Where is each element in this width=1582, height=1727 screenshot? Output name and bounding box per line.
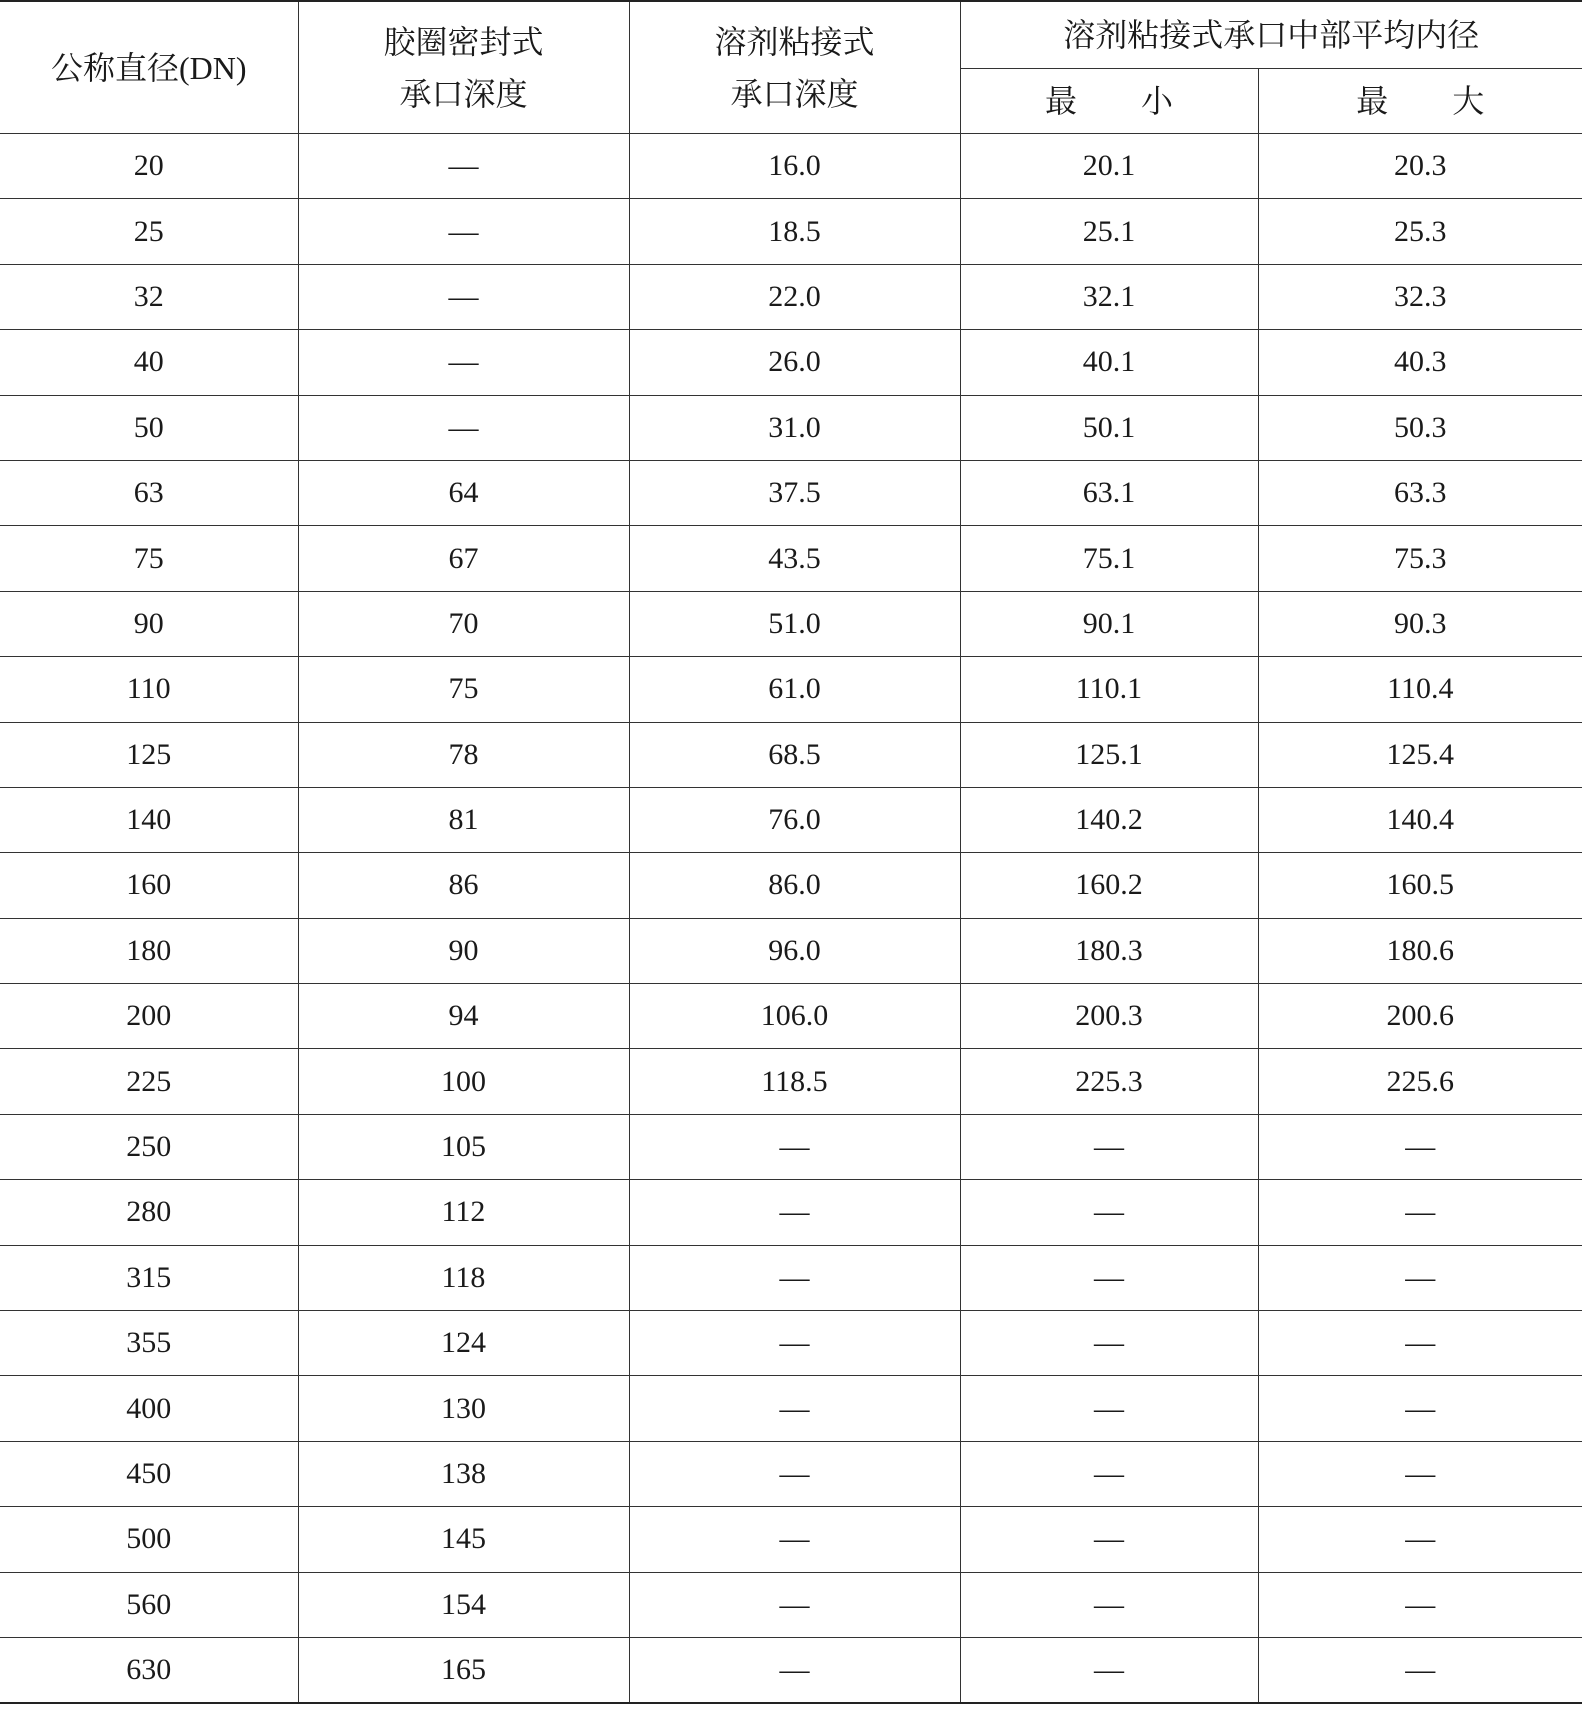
cell-min-diameter: 180.3 — [960, 918, 1258, 983]
cell-nominal-diameter: 280 — [0, 1180, 298, 1245]
cell-min-diameter: 225.3 — [960, 1049, 1258, 1114]
cell-solvent-depth: 51.0 — [629, 591, 960, 656]
cell-nominal-diameter: 355 — [0, 1311, 298, 1376]
table-row — [0, 1114, 1582, 1179]
cell-min-diameter: 40.1 — [960, 330, 1258, 395]
cell-rubber-ring-depth: — — [298, 395, 629, 460]
cell-min-diameter: 20.1 — [960, 134, 1258, 199]
cell-nominal-diameter: 50 — [0, 395, 298, 460]
cell-rubber-ring-depth: 112 — [298, 1180, 629, 1245]
cell-nominal-diameter: 125 — [0, 722, 298, 787]
cell-nominal-diameter: 400 — [0, 1376, 298, 1441]
cell-solvent-depth: 86.0 — [629, 853, 960, 918]
cell-solvent-depth: — — [629, 1376, 960, 1441]
cell-max-diameter: — — [1258, 1637, 1582, 1703]
cell-solvent-depth: 43.5 — [629, 526, 960, 591]
cell-min-diameter: 32.1 — [960, 264, 1258, 329]
cell-nominal-diameter: 250 — [0, 1114, 298, 1179]
cell-min-diameter: — — [960, 1180, 1258, 1245]
cell-solvent-depth: — — [629, 1245, 960, 1310]
cell-solvent-depth: 26.0 — [629, 330, 960, 395]
cell-nominal-diameter: 160 — [0, 853, 298, 918]
header-max: 最 大 — [1258, 69, 1582, 134]
header-min: 最 小 — [960, 69, 1258, 134]
table-row — [0, 1572, 1582, 1637]
cell-nominal-diameter: 40 — [0, 330, 298, 395]
cell-min-diameter: 125.1 — [960, 722, 1258, 787]
cell-max-diameter: 200.6 — [1258, 984, 1582, 1049]
cell-max-diameter: 125.4 — [1258, 722, 1582, 787]
cell-max-diameter: 63.3 — [1258, 460, 1582, 525]
cell-nominal-diameter: 63 — [0, 460, 298, 525]
table-row — [0, 134, 1582, 199]
cell-solvent-depth: — — [629, 1114, 960, 1179]
cell-rubber-ring-depth: 145 — [298, 1507, 629, 1572]
cell-min-diameter: 200.3 — [960, 984, 1258, 1049]
cell-min-diameter: — — [960, 1507, 1258, 1572]
header-rubber-ring-line2: 承口深度 — [399, 75, 528, 112]
cell-max-diameter: 20.3 — [1258, 134, 1582, 199]
cell-rubber-ring-depth: — — [298, 134, 629, 199]
table-row — [0, 918, 1582, 983]
cell-solvent-depth: 118.5 — [629, 1049, 960, 1114]
cell-solvent-depth: — — [629, 1311, 960, 1376]
cell-rubber-ring-depth: 118 — [298, 1245, 629, 1310]
cell-rubber-ring-depth: 165 — [298, 1637, 629, 1703]
cell-rubber-ring-depth: — — [298, 330, 629, 395]
cell-rubber-ring-depth: 81 — [298, 787, 629, 852]
cell-min-diameter: 50.1 — [960, 395, 1258, 460]
cell-min-diameter: — — [960, 1311, 1258, 1376]
cell-rubber-ring-depth: — — [298, 264, 629, 329]
cell-max-diameter: 75.3 — [1258, 526, 1582, 591]
cell-min-diameter: — — [960, 1245, 1258, 1310]
cell-rubber-ring-depth: 94 — [298, 984, 629, 1049]
cell-rubber-ring-depth: 90 — [298, 918, 629, 983]
cell-nominal-diameter: 500 — [0, 1507, 298, 1572]
cell-max-diameter: 90.3 — [1258, 591, 1582, 656]
table-row — [0, 460, 1582, 525]
header-solvent-line2: 承口深度 — [730, 75, 859, 112]
header-rubber-ring-line1: 胶圈密封式 — [383, 23, 544, 60]
cell-max-diameter: 50.3 — [1258, 395, 1582, 460]
cell-solvent-depth: — — [629, 1572, 960, 1637]
cell-max-diameter: 110.4 — [1258, 657, 1582, 722]
cell-min-diameter: 63.1 — [960, 460, 1258, 525]
cell-rubber-ring-depth: 86 — [298, 853, 629, 918]
cell-solvent-depth: 31.0 — [629, 395, 960, 460]
cell-max-diameter: 180.6 — [1258, 918, 1582, 983]
cell-max-diameter: 140.4 — [1258, 787, 1582, 852]
cell-nominal-diameter: 75 — [0, 526, 298, 591]
table-row — [0, 1376, 1582, 1441]
cell-max-diameter: 160.5 — [1258, 853, 1582, 918]
table-row — [0, 199, 1582, 264]
cell-solvent-depth: 22.0 — [629, 264, 960, 329]
cell-max-diameter: — — [1258, 1245, 1582, 1310]
table-row — [0, 1311, 1582, 1376]
cell-rubber-ring-depth: 130 — [298, 1376, 629, 1441]
header-solvent-socket-depth — [629, 1, 960, 134]
table-body — [0, 134, 1582, 1704]
table-row — [0, 984, 1582, 1049]
cell-min-diameter: 25.1 — [960, 199, 1258, 264]
cell-nominal-diameter: 560 — [0, 1572, 298, 1637]
cell-solvent-depth: — — [629, 1441, 960, 1506]
table-row — [0, 1441, 1582, 1506]
cell-min-diameter: — — [960, 1114, 1258, 1179]
cell-max-diameter: — — [1258, 1180, 1582, 1245]
cell-rubber-ring-depth: — — [298, 199, 629, 264]
cell-rubber-ring-depth: 78 — [298, 722, 629, 787]
table-row — [0, 1245, 1582, 1310]
cell-solvent-depth: 96.0 — [629, 918, 960, 983]
cell-solvent-depth: 61.0 — [629, 657, 960, 722]
cell-min-diameter: 110.1 — [960, 657, 1258, 722]
cell-nominal-diameter: 200 — [0, 984, 298, 1049]
table-row — [0, 591, 1582, 656]
cell-min-diameter: 140.2 — [960, 787, 1258, 852]
cell-rubber-ring-depth: 67 — [298, 526, 629, 591]
cell-solvent-depth: 18.5 — [629, 199, 960, 264]
cell-min-diameter: — — [960, 1376, 1258, 1441]
cell-rubber-ring-depth: 70 — [298, 591, 629, 656]
table-row — [0, 1507, 1582, 1572]
table-row — [0, 1180, 1582, 1245]
cell-min-diameter: 75.1 — [960, 526, 1258, 591]
cell-solvent-depth: — — [629, 1507, 960, 1572]
header-nominal-diameter: 公称直径(DN) — [0, 1, 298, 134]
cell-nominal-diameter: 315 — [0, 1245, 298, 1310]
cell-max-diameter: 25.3 — [1258, 199, 1582, 264]
cell-min-diameter: 160.2 — [960, 853, 1258, 918]
cell-nominal-diameter: 180 — [0, 918, 298, 983]
cell-nominal-diameter: 140 — [0, 787, 298, 852]
cell-min-diameter: — — [960, 1441, 1258, 1506]
table-header — [0, 1, 1582, 134]
cell-max-diameter: — — [1258, 1114, 1582, 1179]
table-row — [0, 264, 1582, 329]
cell-min-diameter: 90.1 — [960, 591, 1258, 656]
cell-solvent-depth: 16.0 — [629, 134, 960, 199]
cell-nominal-diameter: 20 — [0, 134, 298, 199]
cell-nominal-diameter: 450 — [0, 1441, 298, 1506]
table-row — [0, 395, 1582, 460]
cell-rubber-ring-depth: 105 — [298, 1114, 629, 1179]
cell-min-diameter: — — [960, 1572, 1258, 1637]
cell-nominal-diameter: 110 — [0, 657, 298, 722]
cell-solvent-depth: 37.5 — [629, 460, 960, 525]
cell-max-diameter: — — [1258, 1376, 1582, 1441]
header-solvent-line1: 溶剂粘接式 — [714, 23, 875, 60]
cell-nominal-diameter: 630 — [0, 1637, 298, 1703]
cell-solvent-depth: 76.0 — [629, 787, 960, 852]
cell-max-diameter: — — [1258, 1572, 1582, 1637]
cell-nominal-diameter: 25 — [0, 199, 298, 264]
cell-max-diameter: — — [1258, 1441, 1582, 1506]
cell-min-diameter: — — [960, 1637, 1258, 1703]
cell-max-diameter: — — [1258, 1507, 1582, 1572]
table-row — [0, 330, 1582, 395]
table-row — [0, 657, 1582, 722]
table-row — [0, 526, 1582, 591]
table-row — [0, 722, 1582, 787]
cell-nominal-diameter: 225 — [0, 1049, 298, 1114]
cell-max-diameter: 40.3 — [1258, 330, 1582, 395]
cell-solvent-depth: 68.5 — [629, 722, 960, 787]
cell-max-diameter: — — [1258, 1311, 1582, 1376]
cell-rubber-ring-depth: 64 — [298, 460, 629, 525]
cell-rubber-ring-depth: 75 — [298, 657, 629, 722]
cell-rubber-ring-depth: 154 — [298, 1572, 629, 1637]
table-row — [0, 787, 1582, 852]
cell-solvent-depth: 106.0 — [629, 984, 960, 1049]
cell-solvent-depth: — — [629, 1180, 960, 1245]
header-mean-inner-diameter: 溶剂粘接式承口中部平均内径 — [960, 1, 1582, 69]
cell-rubber-ring-depth: 124 — [298, 1311, 629, 1376]
table-row — [0, 853, 1582, 918]
cell-rubber-ring-depth: 138 — [298, 1441, 629, 1506]
table-row — [0, 1637, 1582, 1703]
header-rubber-ring-socket-depth — [298, 1, 629, 134]
cell-rubber-ring-depth: 100 — [298, 1049, 629, 1114]
cell-nominal-diameter: 90 — [0, 591, 298, 656]
table-row — [0, 1049, 1582, 1114]
cell-solvent-depth: — — [629, 1637, 960, 1703]
cell-max-diameter: 225.6 — [1258, 1049, 1582, 1114]
cell-nominal-diameter: 32 — [0, 264, 298, 329]
cell-max-diameter: 32.3 — [1258, 264, 1582, 329]
